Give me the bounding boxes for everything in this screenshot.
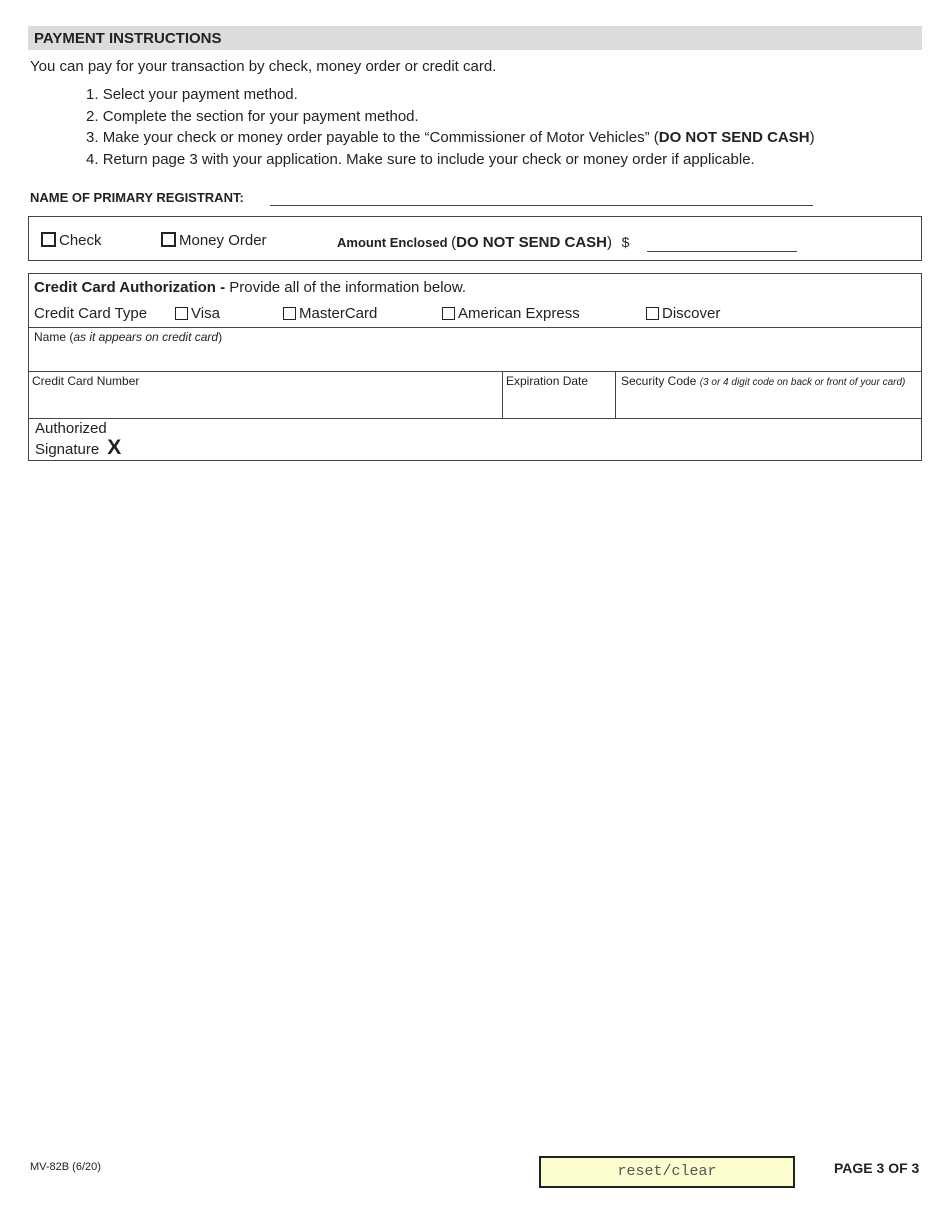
instruction-step <box>86 84 815 106</box>
expiration-date-field[interactable] <box>506 374 588 388</box>
cardholder-name-field[interactable] <box>34 330 222 344</box>
money-order-label: Money Order <box>179 232 267 249</box>
amount-warning: DO NOT SEND CASH <box>456 234 607 251</box>
check-option[interactable] <box>41 232 102 249</box>
registrant-label: NAME OF PRIMARY REGISTRANT: <box>30 190 244 205</box>
security-hint: (3 or 4 digit code on back or front of your card) <box>699 377 906 388</box>
visa-option[interactable] <box>175 305 220 322</box>
credit-card-title-rest: Provide all of the information below. <box>225 279 467 296</box>
dollar-sign: $ <box>621 234 630 250</box>
divider <box>29 327 921 328</box>
step-number: 4. <box>86 150 99 168</box>
amex-option[interactable] <box>442 305 580 322</box>
card-number-label: Credit Card Number <box>32 374 140 388</box>
step-number: 3. <box>86 129 99 146</box>
divider <box>29 418 921 419</box>
divider <box>29 371 921 372</box>
money-order-option[interactable] <box>161 232 267 249</box>
step-text: Return page 3 with your application. Make sure to include your check or money order if applicable. <box>102 150 755 168</box>
name-label-italic: as it appears on credit card <box>73 330 219 344</box>
instruction-step <box>86 127 815 149</box>
security-label: Security Code <box>621 374 697 388</box>
discover-checkbox[interactable] <box>646 307 659 320</box>
mastercard-option[interactable] <box>283 305 377 322</box>
instruction-step <box>86 149 815 171</box>
signature-label-line2: Signature <box>35 441 100 458</box>
discover-label: Discover <box>662 305 721 322</box>
instruction-step <box>86 106 815 128</box>
step-text: Select your payment method. <box>102 86 298 103</box>
signature-label-line1: Authorized <box>35 420 107 437</box>
name-label-suffix: ) <box>218 330 223 344</box>
divider <box>615 371 616 418</box>
signature-field[interactable] <box>35 419 121 459</box>
visa-checkbox[interactable] <box>175 307 188 320</box>
amount-enclosed <box>337 234 629 251</box>
credit-card-title-bold: Credit Card Authorization - <box>34 279 226 296</box>
mastercard-checkbox[interactable] <box>283 307 296 320</box>
registrant-name-field[interactable] <box>270 204 813 206</box>
expiration-label: Expiration Date <box>506 374 589 388</box>
card-number-field[interactable] <box>32 374 139 388</box>
mastercard-label: MasterCard <box>299 305 378 322</box>
amount-field[interactable] <box>647 251 797 252</box>
security-code-field[interactable] <box>621 374 905 388</box>
paren-open: ( <box>451 234 457 251</box>
amex-checkbox[interactable] <box>442 307 455 320</box>
section-title: PAYMENT INSTRUCTIONS <box>34 30 222 47</box>
step-text-end: ) <box>809 129 815 146</box>
visa-label: Visa <box>191 305 220 322</box>
step-warning: DO NOT SEND CASH <box>658 129 810 146</box>
check-checkbox[interactable] <box>41 232 56 247</box>
section-header <box>28 26 922 50</box>
signature-x-mark: X <box>107 436 122 459</box>
check-label: Check <box>59 232 102 249</box>
credit-card-title <box>34 279 466 296</box>
divider <box>502 371 503 418</box>
amex-label: American Express <box>458 305 580 322</box>
card-type-label: Credit Card Type <box>34 305 148 322</box>
step-number: 1. <box>86 86 99 103</box>
money-order-checkbox[interactable] <box>161 232 176 247</box>
payment-method-box <box>28 216 922 261</box>
name-label-prefix: Name ( <box>34 330 74 344</box>
amount-label: Amount Enclosed <box>337 235 448 250</box>
discover-option[interactable] <box>646 305 720 322</box>
intro-text: You can pay for your transaction by check, money order or credit card. <box>30 58 497 75</box>
page-number: PAGE 3 OF 3 <box>834 1160 920 1176</box>
step-number: 2. <box>86 107 99 125</box>
step-text: Complete the section for your payment method. <box>102 107 419 125</box>
reset-clear-button[interactable]: reset/clear <box>539 1156 795 1188</box>
form-id: MV-82B (6/20) <box>30 1161 101 1173</box>
paren-close: ) <box>606 234 612 251</box>
step-text: Make your check or money order payable to the “Commissioner of Motor Vehicles” ( <box>102 129 659 146</box>
instruction-list <box>86 84 815 170</box>
credit-card-box <box>28 273 922 461</box>
